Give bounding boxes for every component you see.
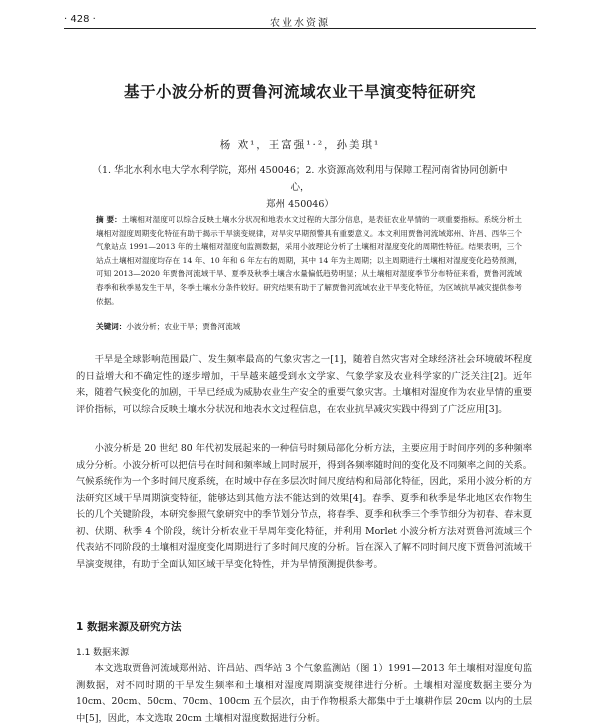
abstract-text: 土壤相对湿度可以综合反映土壤水分状况和地表水文过程的大部分信息，是表征农业旱情的一项重要指标。系统分析土壤相对湿度周期变化特征有助于揭示干旱演变规律，对旱灾早期预警具有重要意义。本文利用贾鲁河流域郑州、许昌、西华三个气象站点 1991—2013 年的土壤相对湿度旬监测数据，采用小波理论分析了土壤相对湿度变化的周期性特征。结果表明，三个站点土壤相对湿度均存在 14 年、10 年和 6 年左右的周期，其中 14 年为主周期；以主周期进行土壤相对湿度变化趋势预测，可知 2013—2020 年贾鲁河流域干旱、夏季及秋季土壤含水量偏低趋势明显；从土壤相对湿度季节分布特征来看，贾鲁河流域春季和秋季易发生干旱，冬季土壤水分条件较好。研究结果有助于了解贾鲁河流域农业干旱变化特征，为区域抗旱减灾提供参考依据。 bbox=[96, 215, 522, 306]
paper-title: 基于小波分析的贾鲁河流域农业干旱演变特征研究 bbox=[123, 83, 476, 101]
running-header bbox=[64, 8, 536, 29]
author-list: 杨 欢¹，王富强¹·²，孙美琪¹ bbox=[219, 139, 381, 151]
affiliation-line-2: 郑州 450046） bbox=[266, 199, 334, 210]
data-source-paragraph bbox=[76, 661, 532, 727]
data-source-text: 本文选取贾鲁河流域郑州站、许昌站、西华站 3 个气象监测站（图 1）1991—2013 年土壤相对湿度旬监测数据，对不同时期的干旱发生频率和土壤相对湿度周期演变规律进行分析。土壤相对湿度数据主要分为 10cm、20cm、50cm、70cm、100cm 五个层次，由于作物根系大都集中于土壤耕作层 20cm 以内的土层中[5]，因此，本文选取 20cm 土壤相对湿度数据进行分析。 bbox=[76, 663, 532, 724]
intro-paragraph-2 bbox=[76, 441, 532, 573]
intro-p1-text: 干旱是全球影响范围最广、发生频率最高的气象灾害之一[1]，随着自然灾害对全球经济社会环境破坏程度的日益增大和不确定性的逐步增加，干旱越来越受到水文学家、气象学家及农业科学家的广泛关注[2]。近年来，随着气候变化的加剧，干旱已经成为威胁农业生产安全的重要气象灾害。土壤相对湿度作为农业旱情的重要评价指标，可以综合反映土壤水分状况和地表水文过程信息，在农业抗旱减灾实践中得到了广泛应用[3]。 bbox=[76, 354, 532, 415]
page-number: · 428 · bbox=[64, 14, 96, 25]
affiliation-line-1: （1. 华北水利水电大学水利学院，郑州 450046；2. 水资源高效利用与保障工程河南省协同创新中心， bbox=[92, 165, 508, 193]
abstract-label: 摘 要： bbox=[96, 215, 122, 224]
intro-paragraph-1 bbox=[76, 352, 532, 418]
intro-p2-text: 小波分析是 20 世纪 80 年代初发展起来的一种信号时频局部化分析方法，主要应用于时间序列的多种频率成分分析。小波分析可以把信号在时间和频率域上同时展开，得到各频率随时间的变化及不同频率之间的关系。气候系统作为一个多时间尺度系统，在时域中存在多层次时间尺度结构和局部化特征，因此，采用小波分析的方法研究区域干旱周期演变特征，能够达到其他方法不能达到的效果[4]。春季、夏季和秋季是华北地区农作物生长的几个关键阶段，本研究参照气象研究中的季节划分节点，将春季、夏季和秋季三个季节细分为初春、春末夏初、伏期、秋季 4 个阶段，统计分析农业干旱周年变化特征，并利用 Morlet 小波分析方法对贾鲁河流域三个代表站不同阶段的土壤相对湿度变化周期进行了多时间尺度的分析。旨在深入了解不同时间尺度下贾鲁河流域干旱演变规律，有助于全面认知区域干旱变化特性，并为旱情预测提供参考。 bbox=[76, 443, 532, 570]
keywords-text: 小波分析；农业干旱；贾鲁河流域 bbox=[126, 322, 241, 331]
keywords-label: 关键词： bbox=[96, 322, 127, 331]
section-heading-1: 1 数据来源及研究方法 bbox=[76, 621, 182, 633]
subsection-heading-1-1: 1.1 数据来源 bbox=[76, 648, 130, 658]
affiliations bbox=[90, 162, 510, 213]
abstract bbox=[96, 213, 522, 308]
keywords bbox=[96, 321, 522, 332]
journal-name: 农业水资源 bbox=[270, 18, 330, 29]
